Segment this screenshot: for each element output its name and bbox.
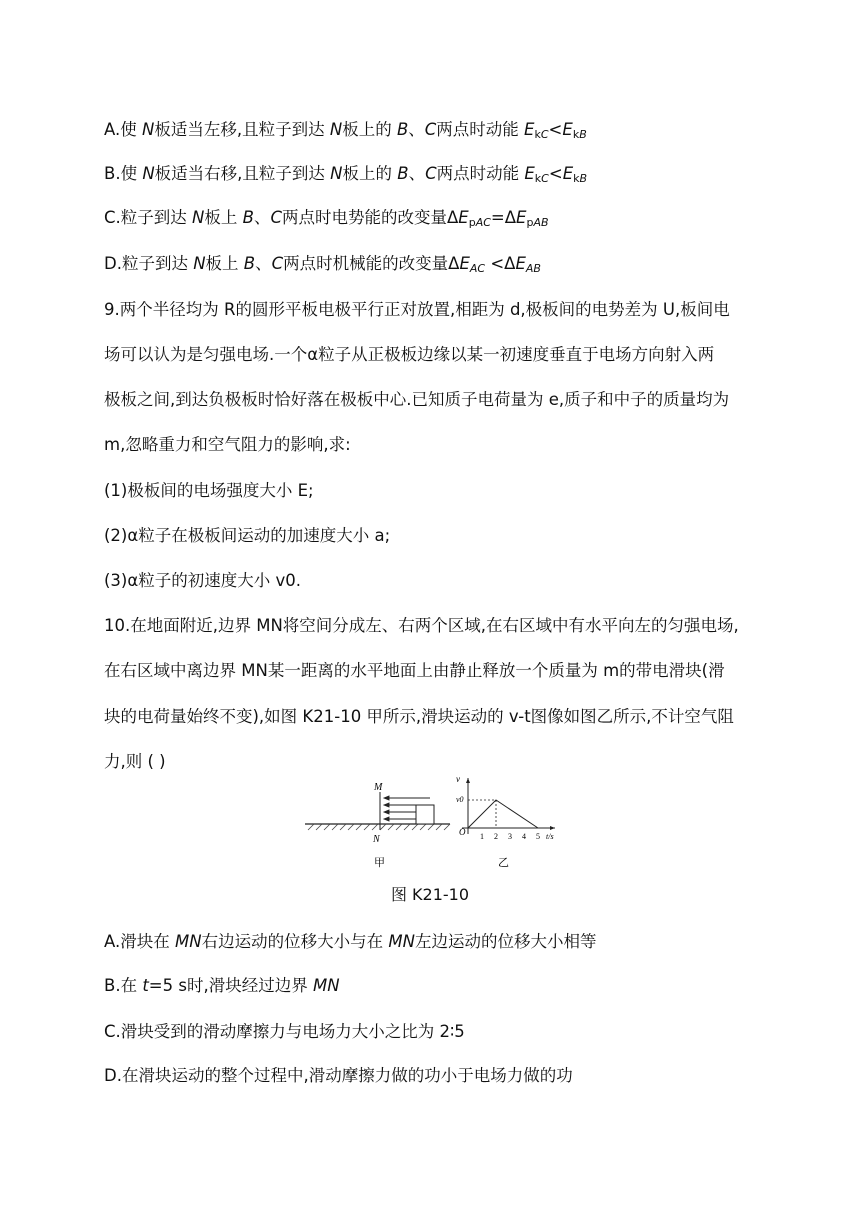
label-jia: 甲 xyxy=(374,856,385,869)
axis-t: t/s xyxy=(546,832,554,841)
q8-option-d: D.粒子到达 N板上 B、C两点时机械能的改变量$\Delta E_{AC} <\Delta E_{AB}$ xyxy=(104,254,541,275)
figure-caption: 图 K21-10 xyxy=(390,885,470,904)
q10-line-1: 10.在地面附近,边界 MN将空间分成左、右两个区域,在右区域中有水平向左的匀强电场, xyxy=(104,616,739,635)
q9-line-1: 9.两个半径均为 R的圆形平板电极平行正对放置,相距为 d,极板间的电势差为 U,板间电 xyxy=(104,300,730,319)
q8-option-c: C.粒子到达 N板上 B、C两点时电势能的改变量$\Delta E_{pAC}=\Delta E_{pAB}$ xyxy=(104,208,549,229)
figure-left-diagram xyxy=(305,782,450,845)
figure-right-graph xyxy=(456,774,555,841)
tick-2: 2 xyxy=(494,832,498,841)
label-yi: 乙 xyxy=(498,856,509,869)
slider-block xyxy=(416,805,434,824)
tick-5: 5 xyxy=(536,832,540,841)
figure-drawing xyxy=(300,772,570,872)
q10-option-d: D.在滑块运动的整个过程中,滑动摩擦力做的功小于电场力做的功 xyxy=(104,1066,573,1085)
q8-option-b: B.使 N板适当右移,且粒子到达 N板上的 B、C两点时动能 $E_{kC}<E_{kB}$ xyxy=(104,164,588,185)
figure-k21-10 xyxy=(300,772,570,872)
label-n: N xyxy=(373,834,380,845)
q9-line-2: 场可以认为是匀强电场.一个α粒子从正极板边缘以某一初速度垂直于电场方向射入两 xyxy=(104,345,715,364)
q9-sub-3: (3)α粒子的初速度大小 v0. xyxy=(104,571,302,590)
q9-sub-1: (1)极板间的电场强度大小 E; xyxy=(104,481,314,500)
q10-option-c: C.滑块受到的滑动摩擦力与电场力大小之比为 2∶5 xyxy=(104,1022,465,1041)
q8-option-a: A.使 N板适当左移,且粒子到达 N板上的 B、C两点时动能 $E_{kC}<E_{kB}$ xyxy=(104,120,587,141)
tick-4: 4 xyxy=(522,832,526,841)
tick-3: 3 xyxy=(508,832,512,841)
axis-v: v xyxy=(456,774,460,784)
label-m: M xyxy=(374,782,383,793)
label-origin: O xyxy=(459,827,466,837)
q9-sub-2: (2)α粒子在极板间运动的加速度大小 a; xyxy=(104,526,391,545)
q10-line-2: 在右区域中离边界 MN某一距离的水平地面上由静止释放一个质量为 m的带电滑块(滑 xyxy=(104,661,725,680)
q10-line-3: 块的电荷量始终不变),如图 K21-10 甲所示,滑块运动的 v-t图像如图乙所示,不计空气阻 xyxy=(104,707,734,726)
q10-option-a: A.滑块在 MN右边运动的位移大小与在 MN左边运动的位移大小相等 xyxy=(104,932,597,951)
q9-line-4: m,忽略重力和空气阻力的影响,求: xyxy=(104,435,351,454)
q10-line-4: 力,则 ( ) xyxy=(104,752,166,771)
q9-line-3: 极板之间,到达负极板时恰好落在极板中心.已知质子电荷量为 e,质子和中子的质量均为 xyxy=(104,390,730,409)
label-v0: v0 xyxy=(456,795,464,804)
vt-line xyxy=(468,800,538,828)
q10-option-b: B.在 t=5 s时,滑块经过边界 MN xyxy=(104,976,340,995)
tick-1: 1 xyxy=(480,832,484,841)
